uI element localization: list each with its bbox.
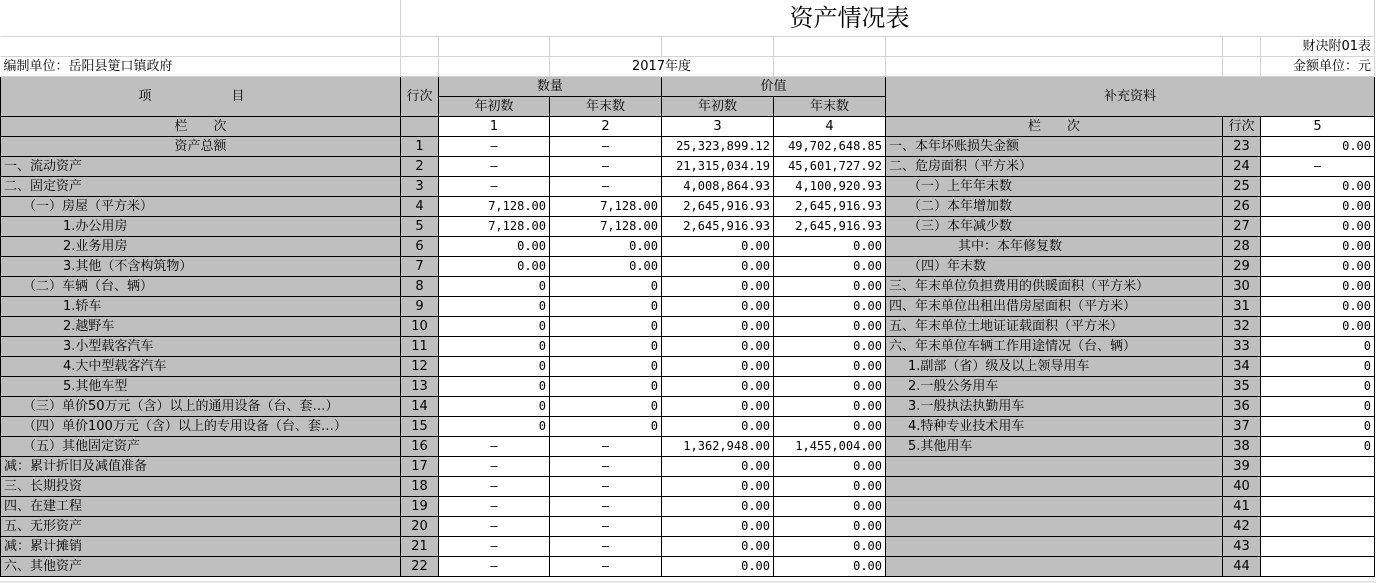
row-number[interactable]: 6 [401,237,439,257]
value-end[interactable]: 0.00 [774,337,886,357]
row-number[interactable]: 19 [401,497,439,517]
supplement-name[interactable]: （二）本年增加数 [886,197,1223,217]
empty-cell[interactable] [439,57,550,77]
supplement-row-number[interactable]: 30 [1223,277,1261,297]
row-name[interactable]: 六、其他资产 [1,557,401,577]
quantity-begin[interactable]: — [439,537,550,557]
supplement-name[interactable]: 六、年末单位车辆工作用途情况（台、辆） [886,337,1223,357]
value-end[interactable]: 0.00 [774,317,886,337]
value-begin[interactable]: 0.00 [662,357,774,377]
empty-cell[interactable] [1,0,401,37]
quantity-begin[interactable]: 0.00 [439,257,550,277]
supplement-value[interactable]: 0.00 [1261,297,1375,317]
row-name[interactable]: 1.办公用房 [1,217,401,237]
row-number[interactable]: 14 [401,397,439,417]
value-begin[interactable]: 25,323,899.12 [662,137,774,157]
value-end[interactable]: 0.00 [774,417,886,437]
quantity-end[interactable]: 0 [550,337,662,357]
supplement-name[interactable]: 四、年末单位出租出借房屋面积（平方米） [886,297,1223,317]
quantity-end[interactable]: — [550,477,662,497]
value-begin[interactable]: 0.00 [662,557,774,577]
value-begin[interactable]: 0.00 [662,337,774,357]
quantity-end[interactable]: 0 [550,277,662,297]
value-end[interactable]: 0.00 [774,297,886,317]
supplement-row-number[interactable]: 37 [1223,417,1261,437]
supplement-row-number[interactable]: 24 [1223,157,1261,177]
supplement-row-number[interactable]: 23 [1223,137,1261,157]
row-name[interactable]: 五、无形资产 [1,517,401,537]
header-item-text: 项 目 [138,88,263,104]
header-quantity[interactable]: 数量 [439,77,662,97]
table-row [1,137,1375,157]
table-row [1,297,1375,317]
table-row [1,157,1375,177]
supplement-name[interactable]: 1.副部（省）级及以上领导用车 [886,357,1223,377]
quantity-end[interactable]: 7,128.00 [550,217,662,237]
row-name[interactable]: （四）单价100万元（含）以上的专用设备（台、套…） [1,417,401,437]
row-name[interactable]: （三）单价50万元（含）以上的通用设备（台、套…） [1,397,401,417]
supplement-row-number[interactable]: 26 [1223,197,1261,217]
table-row [1,277,1375,297]
value-end[interactable]: 0.00 [774,237,886,257]
row-number[interactable]: 8 [401,277,439,297]
value-begin[interactable]: 4,008,864.93 [662,177,774,197]
supplement-row-number[interactable]: 27 [1223,217,1261,237]
quantity-begin[interactable]: — [439,557,550,577]
value-begin[interactable]: 0.00 [662,317,774,337]
quantity-end[interactable]: — [550,457,662,477]
empty-cell[interactable] [774,37,886,57]
header-quantity-begin[interactable]: 年初数 [439,97,550,117]
column-index-2[interactable]: 2 [550,117,662,137]
header-row-no[interactable]: 行次 [401,77,439,117]
header-value-begin[interactable]: 年初数 [662,97,774,117]
row-name[interactable]: 2.业务用房 [1,237,401,257]
table-row [1,177,1375,197]
supplement-row-number[interactable]: 38 [1223,437,1261,457]
value-begin[interactable]: 0.00 [662,257,774,277]
value-begin[interactable]: 0.00 [662,497,774,517]
table-row [1,497,1375,517]
row-number[interactable]: 4 [401,197,439,217]
table-row [1,217,1375,237]
supplement-name[interactable] [886,497,1223,517]
value-end[interactable]: 0.00 [774,377,886,397]
supplement-value[interactable]: 0 [1261,397,1375,417]
supplement-row-number[interactable]: 33 [1223,337,1261,357]
row-number[interactable]: 18 [401,477,439,497]
quantity-end[interactable]: — [550,557,662,577]
supplement-value[interactable] [1261,457,1375,477]
table-row [1,357,1375,377]
page-title[interactable]: 资产情况表 [439,0,1261,37]
row-number[interactable]: 12 [401,357,439,377]
currency-label[interactable]: 金额单位：元 [1261,57,1375,77]
supplement-name[interactable]: （四）年末数 [886,257,1223,277]
supplement-row-number[interactable]: 32 [1223,317,1261,337]
quantity-begin[interactable]: 0 [439,277,550,297]
supplement-name[interactable]: 2.一般公务用车 [886,377,1223,397]
column-index-1[interactable]: 1 [439,117,550,137]
row-number[interactable]: 16 [401,437,439,457]
empty-cell[interactable] [401,37,439,57]
supplement-row-number[interactable]: 28 [1223,237,1261,257]
empty-cell[interactable] [401,57,439,77]
table-row [1,417,1375,437]
value-begin[interactable]: 0.00 [662,537,774,557]
supplement-name[interactable]: 二、危房面积（平方米） [886,157,1223,177]
quantity-end[interactable]: 0 [550,417,662,437]
supplement-value[interactable]: 0.00 [1261,177,1375,197]
table-row [1,537,1375,557]
header-supplement[interactable]: 补充资料 [886,77,1375,117]
supplement-row-number[interactable]: 31 [1223,297,1261,317]
supplement-row-no-label[interactable]: 行次 [1223,117,1261,137]
quantity-end[interactable]: — [550,177,662,197]
value-begin[interactable]: 0.00 [662,377,774,397]
supplement-row-number[interactable]: 40 [1223,477,1261,497]
supplement-value[interactable]: 0 [1261,337,1375,357]
column-label[interactable]: 栏 次 [1,117,401,137]
row-name[interactable]: 1.轿车 [1,297,401,317]
table-row [1,237,1375,257]
value-end[interactable]: 2,645,916.93 [774,197,886,217]
empty-cell[interactable] [1223,57,1261,77]
row-name[interactable]: 3.小型载客汽车 [1,337,401,357]
supplement-row-number[interactable]: 34 [1223,357,1261,377]
row-number[interactable]: 20 [401,517,439,537]
quantity-end[interactable]: 0 [550,397,662,417]
quantity-begin[interactable]: 7,128.00 [439,217,550,237]
supplement-value[interactable]: 0 [1261,377,1375,397]
quantity-end[interactable]: 0 [550,377,662,397]
supplement-value[interactable]: 0.00 [1261,257,1375,277]
row-name[interactable]: 资产总额 [1,137,401,157]
unit-label[interactable]: 编制单位：岳阳县筻口镇政府 [1,57,401,77]
value-end[interactable]: 0.00 [774,537,886,557]
row-name[interactable]: 减：累计折旧及减值准备 [1,457,401,477]
supplement-name[interactable]: （三）本年减少数 [886,217,1223,237]
row-name[interactable]: （五）其他固定资产 [1,437,401,457]
supplement-row-number[interactable]: 44 [1223,557,1261,577]
quantity-begin[interactable]: 0 [439,417,550,437]
row-number[interactable]: 5 [401,217,439,237]
quantity-begin[interactable]: 0 [439,357,550,377]
supplement-row-number[interactable]: 29 [1223,257,1261,277]
supplement-name[interactable] [886,457,1223,477]
row-name[interactable]: 四、在建工程 [1,497,401,517]
supplement-value[interactable]: 0.00 [1261,237,1375,257]
quantity-end[interactable]: 0.00 [550,237,662,257]
table-row [1,557,1375,577]
quantity-end[interactable]: 0 [550,297,662,317]
empty-cell[interactable] [1,37,401,57]
supplement-value[interactable]: 0.00 [1261,197,1375,217]
table-row [1,457,1375,477]
table-row [1,477,1375,497]
supplement-name[interactable] [886,537,1223,557]
supplement-value[interactable]: 0 [1261,417,1375,437]
value-end[interactable]: 0.00 [774,557,886,577]
value-end[interactable]: 49,702,648.85 [774,137,886,157]
form-code[interactable]: 财决附01表 [1261,37,1375,57]
supplement-value[interactable]: 0 [1261,437,1375,457]
row-number[interactable]: 21 [401,537,439,557]
quantity-end[interactable]: — [550,157,662,177]
header-item[interactable] [1,77,401,117]
supplement-value[interactable] [1261,517,1375,537]
supplement-value[interactable] [1261,537,1375,557]
row-name[interactable]: 二、固定资产 [1,177,401,197]
quantity-begin[interactable]: — [439,437,550,457]
supplement-value[interactable]: 0.00 [1261,137,1375,157]
supplement-value[interactable]: 0 [1261,357,1375,377]
empty-cell[interactable] [1223,37,1261,57]
value-begin[interactable]: 0.00 [662,417,774,437]
table-row [1,397,1375,417]
row-name[interactable]: （二）车辆（台、辆） [1,277,401,297]
supplement-name[interactable]: 五、年末单位土地证证载面积（平方米） [886,317,1223,337]
quantity-end[interactable]: — [550,137,662,157]
quantity-begin[interactable]: — [439,157,550,177]
value-end[interactable]: 0.00 [774,457,886,477]
value-begin[interactable]: 2,645,916.93 [662,217,774,237]
supplement-name[interactable]: 5.其他用车 [886,437,1223,457]
value-begin[interactable]: 0.00 [662,397,774,417]
supplement-value[interactable]: 0.00 [1261,317,1375,337]
quantity-begin[interactable]: — [439,517,550,537]
value-begin[interactable]: 21,315,034.19 [662,157,774,177]
supplement-row-number[interactable]: 42 [1223,517,1261,537]
quantity-begin[interactable]: — [439,497,550,517]
quantity-begin[interactable]: — [439,177,550,197]
value-end[interactable]: 0.00 [774,477,886,497]
supplement-row-number[interactable]: 25 [1223,177,1261,197]
table-row [1,337,1375,357]
value-end[interactable]: 4,100,920.93 [774,177,886,197]
supplement-name[interactable]: 一、本年坏账损失金额 [886,137,1223,157]
quantity-begin[interactable]: 0.00 [439,237,550,257]
row-name[interactable]: 5.其他车型 [1,377,401,397]
row-number[interactable]: 17 [401,457,439,477]
value-end[interactable]: 0.00 [774,397,886,417]
value-end[interactable]: 0.00 [774,497,886,517]
supplement-name[interactable] [886,477,1223,497]
row-number[interactable]: 3 [401,177,439,197]
quantity-begin[interactable]: 0 [439,297,550,317]
supplement-name[interactable]: （一）上年年末数 [886,177,1223,197]
row-name[interactable]: 一、流动资产 [1,157,401,177]
supplement-column-label[interactable]: 栏 次 [886,117,1223,137]
quantity-end[interactable]: — [550,437,662,457]
quantity-end[interactable]: 0 [550,357,662,377]
quantity-end[interactable]: — [550,497,662,517]
row-name[interactable]: 2.越野车 [1,317,401,337]
value-end[interactable]: 0.00 [774,277,886,297]
supplement-value[interactable]: — [1261,157,1375,177]
supplement-name[interactable]: 4.特种专业技术用车 [886,417,1223,437]
empty-cell[interactable] [439,37,550,57]
supplement-value[interactable] [1261,497,1375,517]
supplement-value[interactable] [1261,477,1375,497]
value-end[interactable]: 0.00 [774,357,886,377]
table-row [1,517,1375,537]
supplement-value[interactable]: 0.00 [1261,217,1375,237]
header-value[interactable]: 价值 [662,77,886,97]
supplement-name[interactable]: 其中：本年修复数 [886,237,1223,257]
value-begin[interactable]: 0.00 [662,517,774,537]
supplement-name[interactable] [886,517,1223,537]
value-end[interactable]: 2,645,916.93 [774,217,886,237]
year-label[interactable]: 2017年度 [550,57,774,77]
quantity-end[interactable]: 0 [550,317,662,337]
quantity-begin[interactable]: 0 [439,377,550,397]
empty-cell[interactable] [662,37,774,57]
quantity-begin[interactable]: 0 [439,397,550,417]
supplement-row-number[interactable]: 35 [1223,377,1261,397]
row-name[interactable]: 减：累计摊销 [1,537,401,557]
supplement-row-number[interactable]: 39 [1223,457,1261,477]
supplement-name[interactable] [886,557,1223,577]
quantity-begin[interactable]: 7,128.00 [439,197,550,217]
supplement-row-number[interactable]: 41 [1223,497,1261,517]
empty-cell[interactable] [886,37,1223,57]
value-begin[interactable]: 2,645,916.93 [662,197,774,217]
supplement-row-number[interactable]: 43 [1223,537,1261,557]
value-begin[interactable]: 0.00 [662,277,774,297]
row-number[interactable]: 9 [401,297,439,317]
value-end[interactable]: 0.00 [774,517,886,537]
supplement-name[interactable]: 三、年末单位负担费用的供暖面积（平方米） [886,277,1223,297]
supplement-row-number[interactable]: 36 [1223,397,1261,417]
value-begin[interactable]: 0.00 [662,237,774,257]
quantity-end[interactable]: 7,128.00 [550,197,662,217]
header-quantity-end[interactable]: 年末数 [550,97,662,117]
row-number[interactable]: 1 [401,137,439,157]
row-number[interactable]: 15 [401,417,439,437]
empty-cell[interactable] [401,0,439,37]
data-rows [1,137,1375,577]
quantity-begin[interactable]: — [439,137,550,157]
quantity-begin[interactable]: — [439,457,550,477]
column-index-3[interactable]: 3 [662,117,774,137]
row-number[interactable]: 10 [401,317,439,337]
row-number[interactable]: 13 [401,377,439,397]
row-name[interactable]: 4.大中型载客汽车 [1,357,401,377]
row-number[interactable]: 22 [401,557,439,577]
value-end[interactable]: 0.00 [774,257,886,277]
supplement-name[interactable]: 3.一般执法执勤用车 [886,397,1223,417]
table-row [1,197,1375,217]
header-value-end[interactable]: 年末数 [774,97,886,117]
empty-cell[interactable] [1261,0,1375,37]
supplement-value[interactable] [1261,557,1375,577]
row-number[interactable]: 11 [401,337,439,357]
empty-cell[interactable] [774,57,886,77]
empty-cell[interactable] [550,37,662,57]
table-row [1,257,1375,277]
value-begin[interactable]: 0.00 [662,297,774,317]
value-begin[interactable]: 0.00 [662,477,774,497]
quantity-end[interactable]: 0.00 [550,257,662,277]
value-begin[interactable]: 0.00 [662,457,774,477]
value-end[interactable]: 45,601,727.92 [774,157,886,177]
table-row [1,377,1375,397]
quantity-end[interactable]: — [550,537,662,557]
value-end[interactable]: 1,455,004.00 [774,437,886,457]
row-number[interactable]: 2 [401,157,439,177]
quantity-end[interactable]: — [550,517,662,537]
value-begin[interactable]: 1,362,948.00 [662,437,774,457]
table-row [1,437,1375,457]
row-name[interactable]: 3.其他（不含构筑物） [1,257,401,277]
column-index-5[interactable]: 5 [1261,117,1375,137]
empty-cell[interactable] [886,57,1223,77]
table-row [1,317,1375,337]
column-index-4[interactable]: 4 [774,117,886,137]
supplement-value[interactable]: 0.00 [1261,277,1375,297]
quantity-begin[interactable]: 0 [439,317,550,337]
row-name[interactable]: （一）房屋（平方米） [1,197,401,217]
quantity-begin[interactable]: — [439,477,550,497]
row-name[interactable]: 三、长期投资 [1,477,401,497]
quantity-begin[interactable]: 0 [439,337,550,357]
row-number[interactable]: 7 [401,257,439,277]
column-row-no[interactable] [401,117,439,137]
